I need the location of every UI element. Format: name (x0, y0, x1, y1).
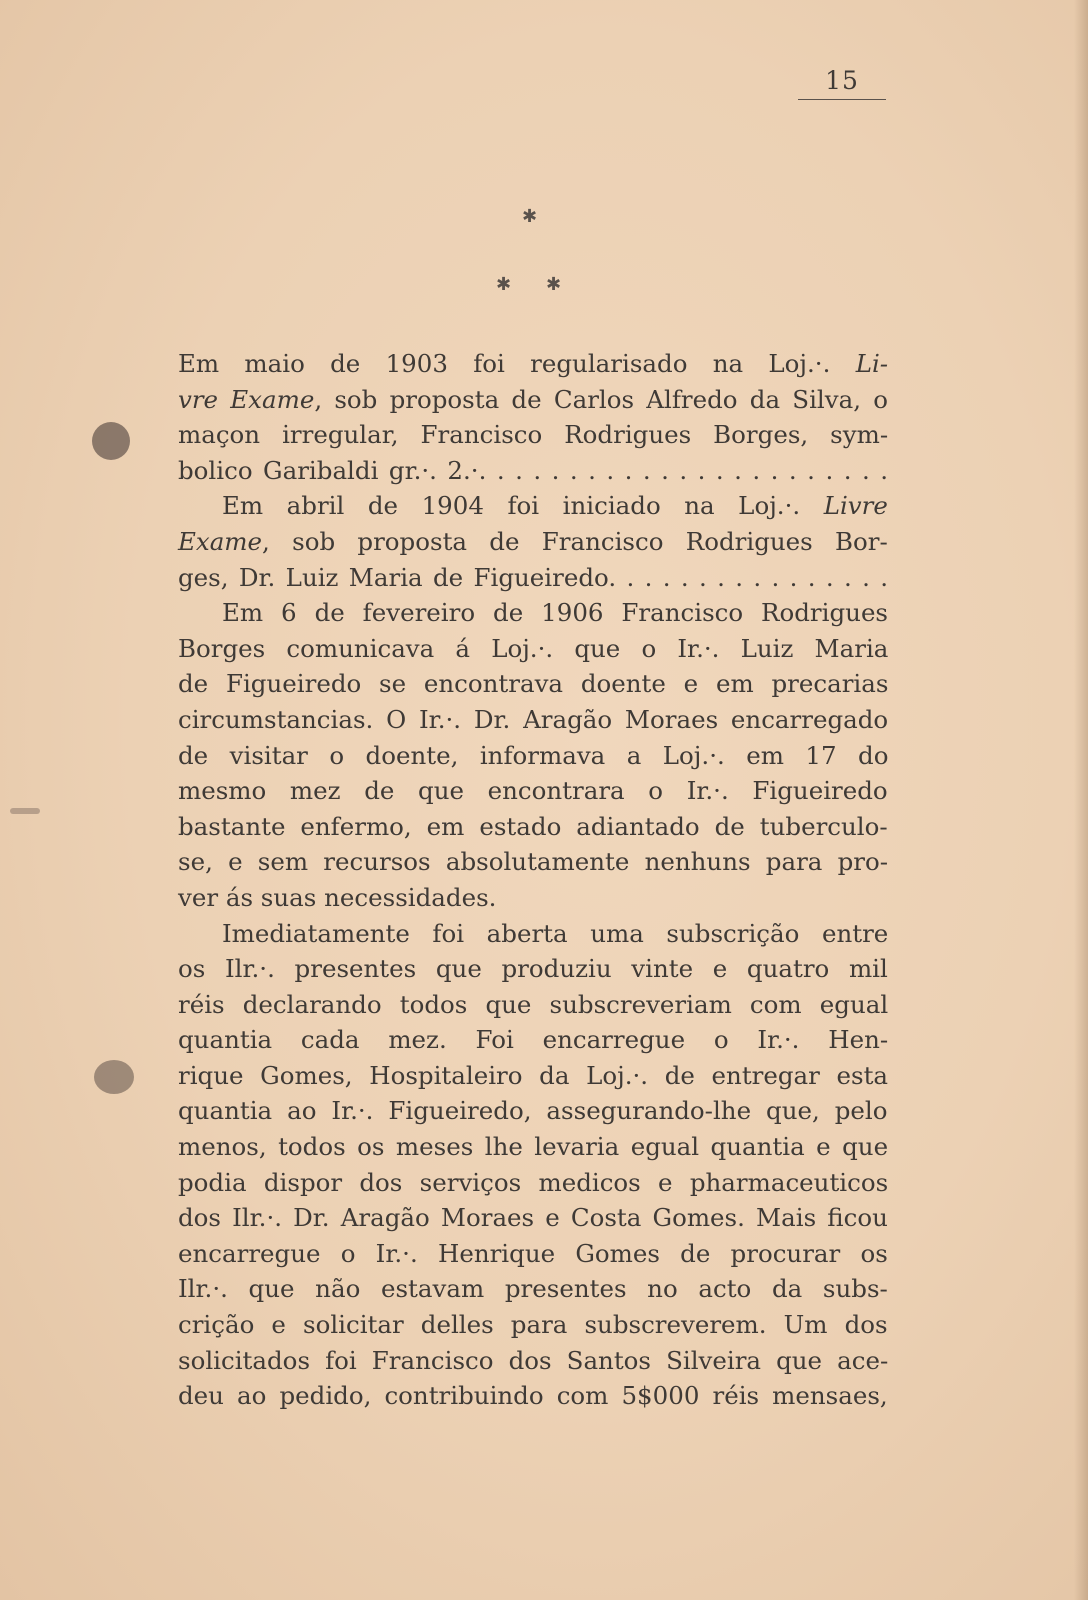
text-line (178, 1165, 888, 1201)
text-line-content: solicitados foi Francisco dos Santos Silveira que ace- (178, 1345, 889, 1375)
text-line (178, 951, 888, 987)
text-line (178, 417, 888, 453)
text-line (178, 631, 888, 667)
text-line-content: deu ao pedido, contribuindo com 5$000 réis mensaes, (178, 1381, 888, 1411)
text-line (178, 1093, 888, 1129)
text-line-content: quantia cada mez. Foi encarregue o Ir.·. Hen- (178, 1025, 889, 1055)
text-line-content: quantia ao Ir.·. Figueiredo, assegurando-lhe que, pelo (178, 1096, 888, 1126)
text-line (178, 1378, 888, 1414)
text-line-content: vre Exame, sob proposta de Carlos Alfredo da Silva, o (178, 384, 888, 414)
text-line (178, 560, 888, 596)
text-line (178, 453, 888, 489)
ink-mark (10, 808, 40, 814)
text-line-content: Borges comunicava á Loj.·. que o Ir.·. Luiz Maria (178, 633, 889, 663)
text-line (178, 1307, 888, 1343)
text-line-content: ges, Dr. Luiz Maria de Figueiredo. . . . . . . . . . . . . . . . (178, 562, 889, 592)
text-line (178, 844, 888, 880)
body-text (178, 346, 888, 1414)
asterism-star-right: ✱ (546, 274, 562, 295)
text-line-content: os Ilr.·. presentes que produziu vinte e quatro mil (178, 954, 888, 984)
text-line-content: dos Ilr.·. Dr. Aragão Moraes e Costa Gomes. Mais ficou (178, 1203, 888, 1233)
text-line (178, 346, 888, 382)
text-line-content: podia dispor dos serviços medicos e pharmaceuticos (178, 1167, 889, 1197)
text-line-content: rique Gomes, Hospitaleiro da Loj.·. de entregar esta (178, 1060, 889, 1090)
text-line-content: Em 6 de fevereiro de 1906 Francisco Rodrigues (222, 598, 889, 628)
asterism-star-top: ✱ (522, 206, 538, 227)
text-line (178, 702, 888, 738)
text-line-content: Ilr.·. que não estavam presentes no acto da subs- (178, 1274, 888, 1304)
text-line-content: Exame, sob proposta de Francisco Rodrigues Bor- (178, 526, 888, 556)
text-line (178, 1271, 888, 1307)
text-line (178, 1343, 888, 1379)
text-line-content: Imediatamente foi aberta uma subscrição entre (222, 918, 889, 948)
text-line (178, 880, 888, 916)
text-line (178, 524, 888, 560)
text-line (178, 773, 888, 809)
text-line-content: Em maio de 1903 foi regularisado na Loj.·. Li- (178, 349, 889, 378)
text-line (178, 916, 888, 952)
text-line-content: Em abril de 1904 foi iniciado na Loj.·. Livre (222, 491, 888, 521)
text-line-content: de visitar o doente, informava a Loj.·. em 17 do (178, 740, 889, 770)
text-line-content: encarregue o Ir.·. Henrique Gomes de procurar os (178, 1238, 888, 1268)
text-line (178, 1022, 888, 1058)
asterism-star-left: ✱ (496, 274, 512, 295)
text-line-content: ver ás suas necessidades. (178, 882, 497, 912)
text-line-content: crição e solicitar delles para subscreverem. Um dos (178, 1310, 888, 1340)
text-line-content: bolico Garibaldi gr.·. 2.·. . . . . . . . . . . . . . . . . . . . . . . (178, 455, 888, 485)
asterism-divider (480, 206, 600, 296)
text-line (178, 488, 888, 524)
text-line-content: menos, todos os meses lhe levaria egual quantia e que (178, 1132, 889, 1162)
text-line (178, 595, 888, 631)
text-line-content: bastante enfermo, em estado adiantado de tuberculo- (178, 811, 888, 841)
paper-edge-shadow (1074, 0, 1088, 1600)
text-line-content: se, e sem recursos absolutamente nenhuns para pro- (178, 847, 889, 877)
text-line-content: de Figueiredo se encontrava doente e em precarias (178, 669, 889, 699)
ink-blot (92, 422, 130, 460)
text-line-content: maçon irregular, Francisco Rodrigues Borges, sym- (178, 420, 889, 450)
text-line (178, 809, 888, 845)
page-number: 15 (798, 66, 886, 100)
text-line (178, 987, 888, 1023)
ink-blot (94, 1060, 134, 1094)
text-line-content: réis declarando todos que subscreveriam com egual (178, 989, 889, 1019)
text-line (178, 666, 888, 702)
text-line (178, 1058, 888, 1094)
text-line (178, 1200, 888, 1236)
text-line (178, 738, 888, 774)
text-line-content: mesmo mez de que encontrara o Ir.·. Figueiredo (178, 776, 888, 806)
text-line (178, 382, 888, 418)
text-line-content: circumstancias. O Ir.·. Dr. Aragão Moraes encarregado (178, 704, 889, 734)
text-line (178, 1129, 888, 1165)
text-line (178, 1236, 888, 1272)
